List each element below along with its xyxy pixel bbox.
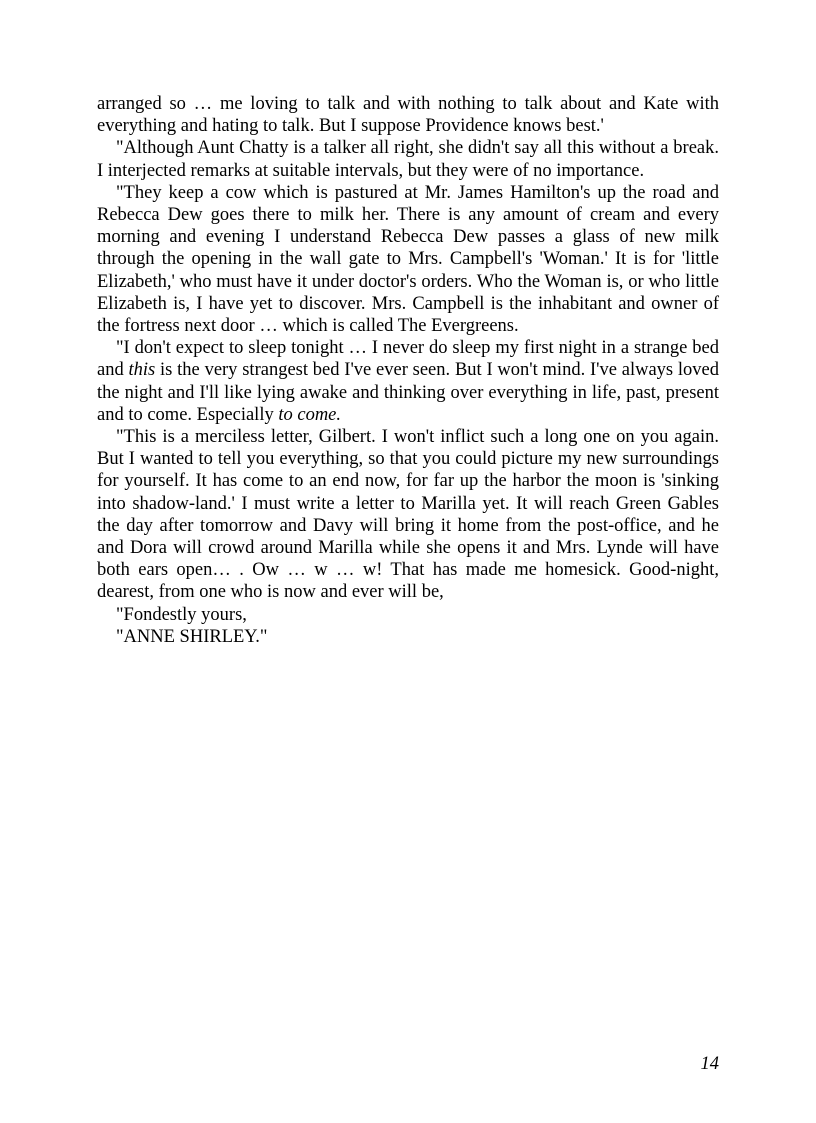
emphasis-text: this: [128, 360, 156, 381]
paragraph: arranged so … me loving to talk and with nothing to talk about and Kate with everything and hating to talk. But I suppose Providence knows best.': [97, 94, 719, 137]
paragraph: [97, 337, 719, 426]
emphasis-text: to come.: [278, 404, 342, 425]
paragraph-text: is the very strangest bed I've ever seen. But I won't mind. I've always loved the night and I'll like lying awake and thinking over everything in life, past, present and to come. Especially: [97, 360, 719, 425]
paragraph: "This is a merciless letter, Gilbert. I won't inflict such a long one on you again. But I wanted to tell you everything, so that you could picture my new surroundings for yourself. It has come to an end now, for far up the harbor the moon is 'sinking into shadow-land.' I must write a letter to Marilla yet. It will reach Green Gables the day after tomorrow and Davy will bring it home from the post-office, and he and Dora will crowd around Marilla while she opens it and Mrs. Lynde will have both ears open… . Ow … w … w! That has made me homesick. Good-night, dearest, from one who is now and ever will be,: [97, 427, 719, 603]
page-number: 14: [700, 1054, 719, 1074]
page-body: [97, 93, 719, 648]
paragraph: "Although Aunt Chatty is a talker all right, she didn't say all this without a break. I interjected remarks at suitable intervals, but they were of no importance.: [97, 138, 719, 181]
paragraph-text: "I don't expect to sleep tonight … I never do sleep my first night in a strange bed and: [97, 338, 719, 381]
paragraph: "They keep a cow which is pastured at Mr. James Hamilton's up the road and Rebecca Dew goes there to milk her. There is any amount of cream and every morning and evening I understand Rebecca Dew passes a glass of new milk through the opening in the wall gate to Mrs. Campbell's 'Woman.' It is for 'little Elizabeth,' who must have it under doctor's orders. Who the Woman is, or who little Elizabeth is, I have yet to discover. Mrs. Campbell is the inhabitant and owner of the fortress next door … which is called The Evergreens.: [97, 182, 719, 337]
letter-closing: "Fondestly yours,: [116, 604, 247, 625]
letter-signature: "ANNE SHIRLEY.": [116, 626, 268, 647]
